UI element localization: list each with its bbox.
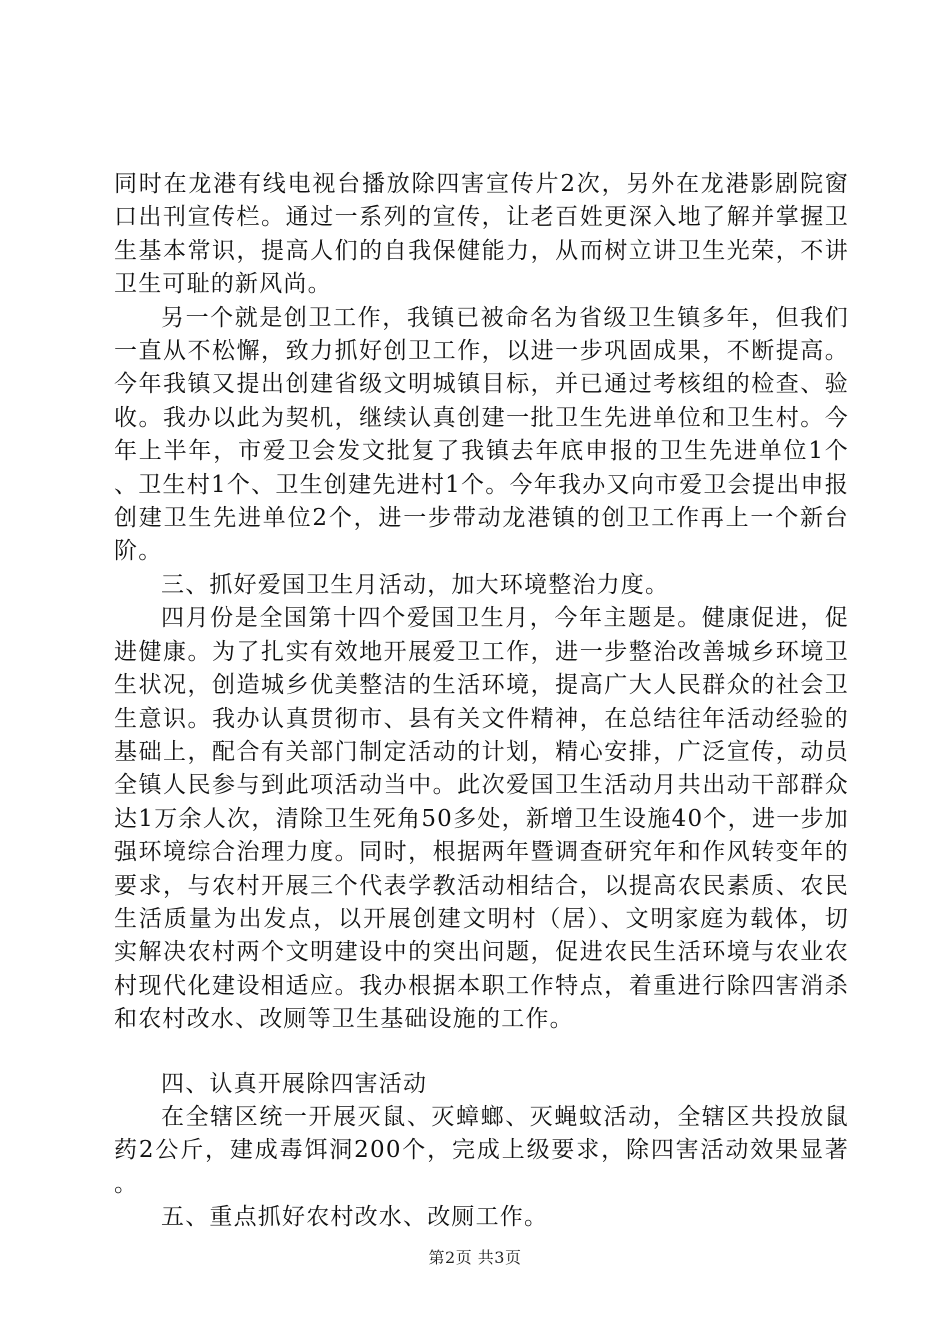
paragraph-four-pests: 在全辖区统一开展灭鼠、灭蟑螂、灭蝇蚊活动，全辖区共投放鼠药2公斤，建成毒饵洞200个，完成上级要求，除四害活动效果显著。 — [114, 1103, 849, 1197]
page-number-footer: 第2页 共3页 — [428, 1248, 522, 1267]
paragraph-health-town-creation: 另一个就是创卫工作，我镇已被命名为省级卫生镇多年，但我们一直从不松懈，致力抓好创卫工作，以进一步巩固成果，不断提高。今年我镇又提出创建省级文明城镇目标，并已通过考核组的检查、验收。我办以此为契机，继续认真创建一批卫生先进单位和卫生村。今年上半年，市爱卫会发文批复了我镇去年底申报的卫生先进单位1个、卫生村1个、卫生创建先进村1个。今年我办又向市爱卫会提出申报创建卫生先进单位2个，进一步带动龙港镇的创卫工作再上一个新台阶。 — [114, 304, 849, 565]
section-heading-four-pests: 四、认真开展除四害活动 — [161, 1070, 428, 1097]
section-heading-water-toilet: 五、重点抓好农村改水、改厕工作。 — [161, 1204, 549, 1231]
section-heading-patriotic-health-month: 三、抓好爱国卫生月活动，加大环境整治力度。 — [161, 571, 670, 598]
paragraph-patriotic-health-month: 四月份是全国第十四个爱国卫生月，今年主题是。健康促进，促进健康。为了扎实有效地开展爱卫工作，进一步整治改善城乡环境卫生状况，创造城乡优美整洁的生活环境，提高广大人民群众的社会卫生意识。我办认真贯彻市、县有关文件精神，在总结往年活动经验的基础上，配合有关部门制定活动的计划，精心安排，广泛宣传，动员全镇人民参与到此项活动当中。此次爱国卫生活动月共出动干部群众达1万余人次，清除卫生死角50多处，新增卫生设施40个，进一步加强环境综合治理力度。同时，根据两年暨调查研究年和作风转变年的要求，与农村开展三个代表学教活动相结合，以提高农民素质、农民生活质量为出发点，以开展创建文明村（居）、文明家庭为载体，切实解决农村两个文明建设中的突出问题，促进农民生活环境与农业农村现代化建设相适应。我办根据本职工作特点，着重进行除四害消杀和农村改水、改厕等卫生基础设施的工作。 — [114, 605, 849, 1033]
document-body — [114, 168, 849, 1235]
paragraph-publicity-continued: 同时在龙港有线电视台播放除四害宣传片2次，另外在龙港影剧院窗口出刊宣传栏。通过一系列的宣传，让老百姓更深入地了解并掌握卫生基本常识，提高人们的自我保健能力，从而树立讲卫生光荣，不讲卫生可耻的新风尚。 — [114, 171, 849, 298]
